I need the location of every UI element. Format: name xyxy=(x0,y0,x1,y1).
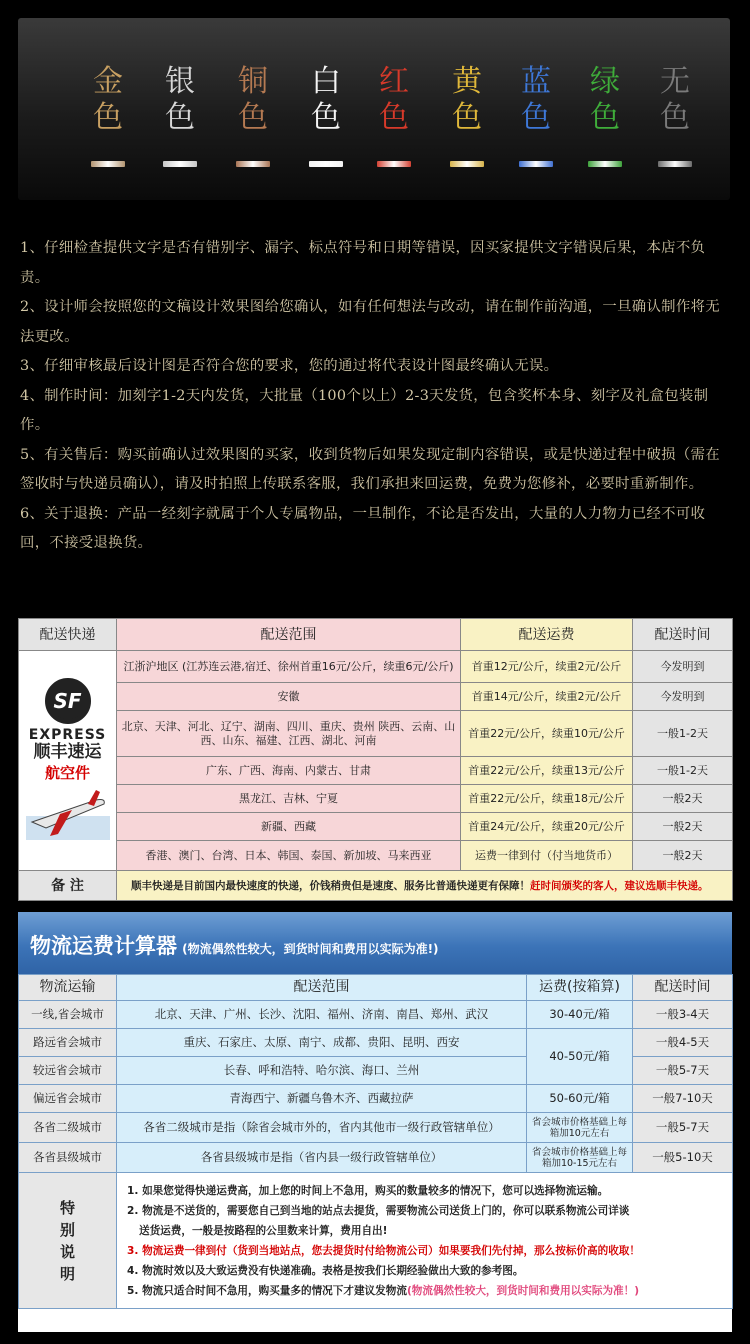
sf-fee-6: 首重24元/公斤，续重20元/公斤 xyxy=(461,813,633,841)
color-swatch-char1: 银 xyxy=(165,64,195,99)
note-2: 2、设计师会按照您的文稿设计效果图给您确认，如有任何想法与改动，请在制作前沟通，一旦确认制作将无法更改。 xyxy=(20,299,720,345)
color-swatch-char2: 色 xyxy=(311,100,341,135)
color-swatch-label-8 xyxy=(585,64,625,136)
calc-time-4: 一般7-10天 xyxy=(633,1085,733,1113)
calc-level-3: 较远省会城市 xyxy=(19,1057,117,1085)
color-swatch-bar-9 xyxy=(658,161,692,167)
sf-time-5: 一般2天 xyxy=(633,785,733,813)
color-swatch-label-4 xyxy=(306,64,346,136)
calc-area-4: 青海西宁、新疆乌鲁木齐、西藏拉萨 xyxy=(117,1085,527,1113)
calc-area-3: 长春、呼和浩特、哈尔滨、海口、兰州 xyxy=(117,1057,527,1085)
calc-area-1: 北京、天津、广州、长沙、沈阳、福州、济南、南昌、郑州、武汉 xyxy=(117,1001,527,1029)
sf-header-courier: 配送快递 xyxy=(19,619,117,651)
calc-fee-5: 省会城市价格基础上每箱加10元左右 xyxy=(527,1113,633,1143)
calc-level-1: 一线,省会城市 xyxy=(19,1001,117,1029)
note-3: 3、仔细审核最后设计图是否符合您的要求，您的通过将代表设计图最终确认无误。 xyxy=(20,358,559,374)
sf-logo-express: EXPRESS xyxy=(28,726,107,743)
calc-header-time: 配送时间 xyxy=(633,975,733,1001)
color-swatch-char1: 绿 xyxy=(590,64,620,99)
special-2b: 送货运费，一般是按路程的公里数来计算，费用自出! xyxy=(139,1224,388,1237)
special-1: 1. 如果您觉得快递运费高，加上您的时间上不急用，购买的数量较多的情况下，您可以选择物流运输。 xyxy=(127,1184,609,1197)
calc-header-transport: 物流运输 xyxy=(19,975,117,1001)
sf-remark-text: 顺丰快递是目前国内最快速度的快递，价钱稍贵但是速度、服务比普通快递更有保障！ xyxy=(131,879,530,892)
sf-remark-highlight: 赶时间颁奖的客人，建议选顺丰快递。 xyxy=(530,879,709,892)
special-label-text: 特别说明 xyxy=(59,1198,75,1283)
sf-express-table xyxy=(18,618,732,901)
sf-header-fee: 配送运费 xyxy=(461,619,633,651)
special-label xyxy=(19,1173,117,1309)
airplane-icon xyxy=(26,786,110,840)
color-swatch-label-2 xyxy=(160,64,200,136)
calc-header-area: 配送范围 xyxy=(117,975,527,1001)
sf-time-6: 一般2天 xyxy=(633,813,733,841)
special-5-highlight: (物流偶然性较大，到货时间和费用以实际为准！) xyxy=(406,1284,640,1297)
color-swatch-char2: 色 xyxy=(238,100,268,135)
note-1: 1、仔细检查提供文字是否有错别字、漏字、标点符号和日期等错误，因买家提供文字错误后果，本店不负责。 xyxy=(20,240,706,286)
special-2: 2. 物流是不送货的，需要您自己到当地的站点去提货，需要物流公司送货上门的，你可以联系物流公司详谈 xyxy=(127,1204,630,1217)
sf-area-7: 香港、澳门、台湾、日本、韩国、泰国、新加坡、马来西亚 xyxy=(117,841,461,871)
calc-title-bar xyxy=(18,912,732,974)
color-swatch-bar-4 xyxy=(309,161,343,167)
sf-fee-4: 首重22元/公斤，续重13元/公斤 xyxy=(461,757,633,785)
sf-area-1: 江浙沪地区 (江苏连云港,宿迁、徐州首重16元/公斤，续重6元/公斤) xyxy=(117,651,461,683)
note-4: 4、制作时间：加刻字1-2天内发货，大批量（100个以上）2-3天发货，包含奖杯本身、刻字及礼盒包装制作。 xyxy=(20,387,709,433)
color-swatch-char2: 色 xyxy=(452,100,482,135)
calc-time-3: 一般5-7天 xyxy=(633,1057,733,1085)
sf-logo-circle: SF xyxy=(45,678,91,724)
color-swatch-bar-6 xyxy=(450,161,484,167)
color-swatch-char1: 蓝 xyxy=(521,64,551,99)
color-swatch-bar-5 xyxy=(377,161,411,167)
color-swatch-label-5 xyxy=(374,64,414,136)
sf-time-7: 一般2天 xyxy=(633,841,733,871)
color-swatch-bar-1 xyxy=(91,161,125,167)
sf-time-2: 今发明到 xyxy=(633,683,733,711)
calc-area-5: 各省二级城市是指（除省会城市外的，省内其他市一级行政管辖单位） xyxy=(117,1113,527,1143)
calc-title: 物流运费计算器 xyxy=(30,934,177,958)
calc-level-5: 各省二级城市 xyxy=(19,1113,117,1143)
color-swatch-char1: 红 xyxy=(379,64,409,99)
color-swatch-bar-8 xyxy=(588,161,622,167)
sf-time-3: 一般1-2天 xyxy=(633,711,733,757)
calc-level-2: 路远省会城市 xyxy=(19,1029,117,1057)
sf-area-4: 广东、广西、海南、内蒙古、甘肃 xyxy=(117,757,461,785)
sf-time-1: 今发明到 xyxy=(633,651,733,683)
special-notes xyxy=(117,1173,733,1309)
logistics-calculator xyxy=(18,912,732,1332)
sf-area-5: 黑龙江、吉林、宁夏 xyxy=(117,785,461,813)
color-swatch-char1: 铜 xyxy=(238,64,268,99)
calc-header-fee: 运费(按箱算) xyxy=(527,975,633,1001)
calc-fee-1: 30-40元/箱 xyxy=(527,1001,633,1029)
color-swatch-char1: 黄 xyxy=(452,64,482,99)
color-swatch-char1: 白 xyxy=(311,64,341,99)
sf-fee-2: 首重14元/公斤，续重2元/公斤 xyxy=(461,683,633,711)
sf-fee-1: 首重12元/公斤，续重2元/公斤 xyxy=(461,651,633,683)
calc-fee-6: 省会城市价格基础上每箱加10-15元左右 xyxy=(527,1143,633,1173)
sf-logo-name: 顺丰速运 xyxy=(33,741,102,762)
notes-section xyxy=(20,234,732,559)
color-swatch-char2: 色 xyxy=(521,100,551,135)
color-swatch-char2: 色 xyxy=(165,100,195,135)
calc-time-1: 一般3-4天 xyxy=(633,1001,733,1029)
sf-remark xyxy=(117,871,733,901)
calc-level-4: 偏远省会城市 xyxy=(19,1085,117,1113)
color-swatch-char1: 无 xyxy=(660,64,690,99)
calc-time-5: 一般5-7天 xyxy=(633,1113,733,1143)
calc-time-2: 一般4-5天 xyxy=(633,1029,733,1057)
sf-logo-air: 航空件 xyxy=(44,763,90,782)
color-swatch-label-6 xyxy=(447,64,487,136)
calc-fee-4: 50-60元/箱 xyxy=(527,1085,633,1113)
sf-time-4: 一般1-2天 xyxy=(633,757,733,785)
color-options-panel xyxy=(18,18,730,200)
calc-level-6: 各省县级城市 xyxy=(19,1143,117,1173)
special-5-text: 5. 物流只适合时间不急用，购买量多的情况下才建议发物流 xyxy=(127,1284,407,1297)
color-swatch-char1: 金 xyxy=(93,64,123,99)
special-3: 3. 物流运费一律到付（货到当地站点，您去提货时付给物流公司）如果要我们先付掉，那么按标价高的收取！ xyxy=(127,1244,640,1257)
calc-area-6: 各省县级城市是指（省内县一级行政管辖单位） xyxy=(117,1143,527,1173)
special-4: 4. 物流时效以及大致运费没有快递准确。表格是按我们长期经验做出大致的参考图。 xyxy=(127,1264,524,1277)
sf-area-6: 新疆、西藏 xyxy=(117,813,461,841)
sf-logo xyxy=(19,651,117,871)
sf-fee-3: 首重22元/公斤，续重10元/公斤 xyxy=(461,711,633,757)
color-swatch-bar-2 xyxy=(163,161,197,167)
color-swatch-label-3 xyxy=(233,64,273,136)
color-swatch-label-9 xyxy=(655,64,695,136)
color-swatch-char2: 色 xyxy=(590,100,620,135)
sf-area-3: 北京、天津、河北、辽宁、湖南、四川、重庆、贵州 陕西、云南、山西、山东、福建、江西、湖北、河南 xyxy=(117,711,461,757)
special-5 xyxy=(127,1281,722,1301)
color-swatch-char2: 色 xyxy=(660,100,690,135)
note-6: 6、关于退换：产品一经刻字就属于个人专属物品，一旦制作，不论是否发出，大量的人力物力已经不可收回，不接受退换货。 xyxy=(20,505,706,551)
calc-area-2: 重庆、石家庄、太原、南宁、成都、贵阳、昆明、西安 xyxy=(117,1029,527,1057)
calc-subtitle: (物流偶然性较大，到货时间和费用以实际为准!) xyxy=(182,942,439,956)
sf-header-time: 配送时间 xyxy=(633,619,733,651)
sf-remark-label: 备 注 xyxy=(19,871,117,901)
calc-time-6: 一般5-10天 xyxy=(633,1143,733,1173)
calc-fee-2: 40-50元/箱 xyxy=(527,1029,633,1085)
color-swatch-label-7 xyxy=(516,64,556,136)
sf-header-area: 配送范围 xyxy=(117,619,461,651)
sf-fee-7: 运费一律到付（付当地货币） xyxy=(461,841,633,871)
note-5: 5、有关售后：购买前确认过效果图的买家，收到货物后如果发现定制内容错误，或是快递过程中破损（需在签收时与快递员确认），请及时拍照上传联系客服，我们承担来回运费，免费为您修补，必要时重新制作。 xyxy=(20,446,720,492)
sf-area-2: 安徽 xyxy=(117,683,461,711)
color-swatch-char2: 色 xyxy=(379,100,409,135)
color-swatch-label-1 xyxy=(88,64,128,136)
sf-fee-5: 首重22元/公斤，续重18元/公斤 xyxy=(461,785,633,813)
color-swatch-bar-7 xyxy=(519,161,553,167)
color-swatch-char2: 色 xyxy=(93,100,123,135)
color-swatch-bar-3 xyxy=(236,161,270,167)
